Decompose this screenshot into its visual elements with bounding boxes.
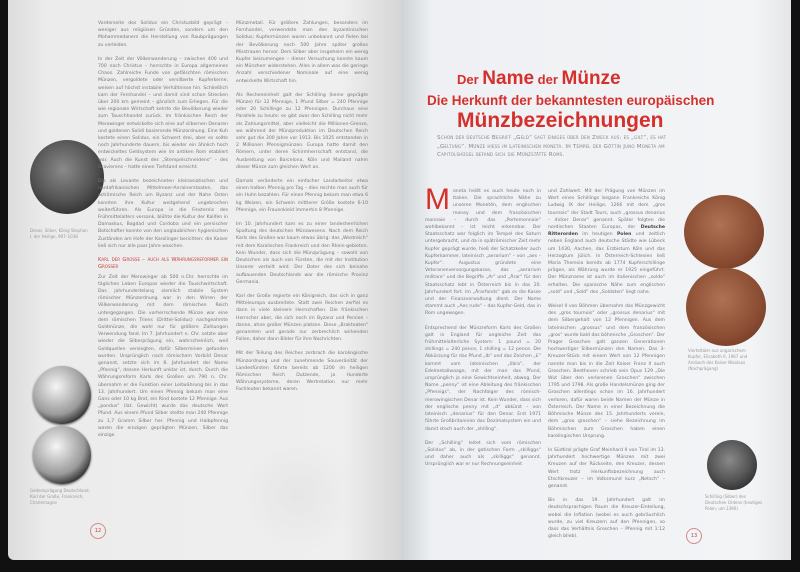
left-column-1 — [98, 20, 228, 540]
title-word: Münze — [561, 68, 621, 89]
intro-text: Schon der deutsche Begriff „Geld“ sagt einiges über den Zweck aus: es „gilt“, es hat „Geltung“. Münze hiess im Lateinischen moneta. Im Tempel der Göttin Juno Moneta am Capitolshügel befand sich die Münzstätte Roms. — [437, 135, 667, 158]
title-line-3: Münzbezeichnungen — [457, 109, 664, 132]
caption-silver-coin: Schilling (Silber) des Deutschen Ordens (heutiges Polen, um 1390) — [705, 494, 763, 511]
paragraph: Münzmetall. Für größere Zahlungen, besonders im Fernhandel, verwendete man den byzantinischen Solidus; Kupfermünzen waren unbekannt und fielen bei der Bevölkerung noch 500 Jahre später großes Misstrauen hervor. Dem Silber aber insgeheim ein wenig Kupfer beizumengen – dieser Versuchung konnte kaum ein Münzherr widerstehen. Alles in allem was die geringe Anzahl verschiedener Nominale auf eine wenig entwickelte Wirtschaft hin. — [236, 21, 368, 84]
paragraph — [425, 183, 541, 318]
paragraph: In der Zeit der Völkerwanderung – zwischen 400 und 700 nach Christus – herrschte in Europa allgemeines Chaos. Zahlreiche Funde von gefälschten römischen Münzen, vergoldete oder versilberte Kupferkerne, weisen auf höchst instabile Verhältnisse hin. Schließlich kam der Fernhandel – und damit sind schon Strecken über 200 km gemeint – gänzlich zum Erliegen. Für die wie regionale Wirtschaft kehrte die Bevölkerung wieder zum Tauschhandel zurück. Im fränkischen Reich der Merowinger entwickelte sich eine auf silbernen Denaren und goldenen Solidi basierende Münzordnung. Eine Kuh kostete einen Solidus, ein Schwert drei, aber es sollte noch Jahrhunderte dauern, bis wieder ein ähnlich hoch entwickeltes Geldsystem wie im antiken Rom etabliert war. Auch die Kunst des „Stempelschneidens“ – des Gravierens – hatte einen Tiefstand erreicht. — [98, 56, 228, 170]
paragraph-text: im heutigen — [577, 232, 617, 238]
paragraph: Entsprechend der Münzreform Karls des Großen galt in England für ungleiche Zeit das frühmittelalterliche System: 1 pound = 20 shillings = 240 pence, 1 shilling = 12 pence. Die Abkürzung für das Pfund „lb“ und das Zeichen „£“ kommt vom lateinischen „libra“, der Edelmetallwaage, mit der man das Pfund, ursprünglich ja eine Gewichtseinheit, abwog. Der Name „penny“ ist eine Ableitung des fränkischen „Pfennigs“, der Nachfolger des römisch-merowingischen Denar ist. Kein Wunder, dass sich der englische penny mit „d“ abkürzt – von lateinisch „denarius“ für den Denar. Erst 1971 führte Großbritannien das Dezimalsystem ein und damit stoch auch der „shilling“. — [425, 325, 541, 432]
denar-coin-image — [30, 140, 104, 214]
paragraph: Die als Levante bezeichneten kleinasiatischen und nordafrikanischen Mittelmeer-Anrainerstaaten, das oströmische Reich um Byzanz und der Nahe Osten konnten ihre Kultur weitgehend ungebrochen weiterführen. Als Europa in die Finsternis des Frühmittelalters versank, blühte die Kultur der Kalifen in Damaskus, Bagdad und Cordoba und ein persischer Botschafter konnte von den unglaublichen hygienischen Zuständen am Hofe der Karolinger berichten: die Kaiser ließ sich nur alle paar Jahre waschen. — [98, 179, 228, 249]
right-column-2 — [548, 188, 665, 548]
paragraph: Bis in das 19. Jahrhundert galt im deutschsprachigen Raum die Kreuzer-Einteilung, wobei die Inflation (wobei es auch gebräuchlich wurde, zu viel Kreuzern auf den Pfennigen, so dass das Verhältnis Groschen – Pfennig mit 1:12 gleich blieb). — [548, 498, 665, 540]
page-number: 13 — [686, 528, 702, 544]
karl-coin-image — [33, 366, 91, 424]
paragraph: Karl der Große regierte ein Königreich, das sich in ganz Mitteleuropa ausbreitete. Statt zwei Reichen zerfiel es dann in viele kleinere Herrschaften. Die fränkischen Herrscher aber, die sich noch im Byzanz und Persien – danne, ahne großer Münzen platzen. Diese „Brakteaten“ genannten und gerade nur zerbrechlich wirkenden Folien, daher dann Bilder für ihre Nachrichten. — [236, 293, 368, 343]
caption-copper-coins: Vierteltaler aus ungarischem Kupfer, Elisabeth II, 1967 und Ansbach des Kaiser Nikolaus (Nachprägung) — [688, 348, 748, 371]
section-heading: Karl der Grosse – auch als Währungsreformer ein Grosser — [98, 257, 228, 271]
left-column-2 — [236, 20, 368, 540]
right-page — [401, 0, 791, 560]
title-word: Der — [457, 72, 483, 87]
paragraph: Der „Schilling“ leitet sich vom römischen „Solidus“ ab, in der gotischen Form „skilliggs“ und daher auch als „skilliggs“ genannt. Ursprünglich war er nur Rechnungseinheit — [425, 440, 541, 468]
charlemagne-coin-image — [33, 426, 91, 484]
caption-bottom-coins: Gedenkprägung Deutschland, Karl der Große, Frankreich, Charlemagne — [30, 488, 90, 505]
paragraph-text: und Zahlwert. Mit der Prägung von Münzen im Wert eines Schillings begann Frankreichs König Ludwig IX der Heilige, 1266 mit dem „gros tournois“ der Stadt Tours, auch „grossus denarius – dicker Denar“ genannt. Später folgten die nordischen Staaten Europas, der — [548, 189, 665, 231]
paragraph: Als Recheneinheit galt der Schilling (keine geprägte Münze) für 12 Pfennige, 1 Pfund Silber = 240 Pfennige oder 20 Schillinge zu 12 Pfennigen. Durchaus eine Parallele zu heute: es gibt zwar den Schilling nicht mehr als Zahlungsmittel, aber vielleicht die Millionen-Grenze, wo während der Münzproduktion im Deutschen Reich sehr gut die 300 Jahre vor 1913. Bis 1025 entstanden in 2 Millionen Pfennigmünzen. Europa hatte damit den Römern, unter deren Schirmherrschaft entstand, die Ausbreitung von Barcelona, Köln und Mailand nahm dieser Münze zum gleichen Wert an. — [236, 92, 368, 170]
title-word: der — [534, 72, 562, 87]
left-page — [8, 0, 401, 560]
schilling-coin-image — [707, 440, 757, 490]
paragraph: Mit der Teilung des Reiches zerbrach die karolingische Münzordnung und der zunehmende Souveränität der Landesfürsten führte bereits ab 1200 im heiligen Römischen Reich Dutzende, ja Hunderte Währungssysteme, deren Wertrelation nur mehr Fachleuten bekannt waren. — [236, 351, 368, 393]
copper-coin-image-2 — [686, 268, 766, 346]
right-column-1 — [425, 183, 541, 548]
paragraph-text: und zeitlich neben England auch deutsche Städte wie Lübeck um 1430, Aachen, das Erzbistum Köln und das Herzogtum Jülich. In Österreich-Schlesien ließ Maria Theresia bereits ab 1774 Kupferschillinge prägen, als Währung wurde er 1925 eingeführt. Der Münzname ist auch im italienischen „soldo“ erhalten. Die spanische Nähe zum englischen „sold“ und „Sold“ des „Soldaten“ liegt nahe. — [548, 232, 666, 295]
paragraph: Damals veränderte ein einfacher Landarbeiter etwa einen halben Pfennig pro Tag – dies reichte man auch für ein Huhn bezahlen. Für einen Pfennig bekam man etwa 6 kg Weizen, ein Schwein mittlerer Größe kostete 6-10 Pfennige, ein Frauenkleid immerhin 8 Pfennige. — [236, 179, 368, 213]
bold-term: Deutsche Ritterorden — [548, 225, 665, 238]
paragraph: Vorderseite des Solidus ein Christusbild geprägt – weniger aus religiösen Gründen, sondern um den Mohammedanern die Herstellung von Raubprägungen zu verleiden. — [98, 21, 228, 48]
title-line-1 — [457, 68, 621, 90]
copper-coin-image-1 — [684, 195, 764, 269]
title-word: Name — [482, 68, 535, 89]
paragraph-text: oneta heißt es auch heute noch in Italien. Die sprachliche Nähe zu unseren Monetën, dem englischen money und dem französischen monnaie – durch das „Portemonnaie“ wohlbekannt – ist leicht erkennbar. Der Staatsschatz war folglich im Tempel des Saturn untergebracht, und da in spätrömischer Zeit mehr Kupfer geprägt wurde, hieß der Schatzkeller auch Kupferkammer, lateinisch „aerarium“ – von „aes – Kupfer“. Augustus gründete eine Veteranenversorgungskasse, das „aerarium militare“ und die Begriffe „Ar“ und „Ärar“ für den Staatsschatz lebt in Österreich bis in das 20. Jahrhundert fort. Im „Ärarfonds“ gab es die Kasse und der Finanzverwaltung dient. Der Name stammt auch „Aes rude“ – das Kupfer-Geld, das in Rom ungewogen. — [425, 189, 541, 317]
paragraph — [548, 188, 665, 296]
bold-term: Polen — [616, 232, 632, 238]
paragraph: Im 10. Jahrhundert kam es zu einer landesherrlichen Spaltung des deutschen Münzwesens. Nach dem Reich Karls des Großen war kaum etwas übrig: das „Westreich“ mit dem Karolischen Frankreich und den Rhein-gebieten. Kein Wunder, dass sich die Münzprägung – sowohl von Deutschen als auch von Fürsten, die mit der Institution Unserer verteilt wird. Der Doter des sich beinahe aufbauenden Deutschlands war die römische Provinz Germania. — [236, 222, 368, 285]
caption-top-coin: Denar, Silber, König Stephan I. der Heilige, 997–1038 — [30, 228, 88, 239]
title-line-2: Die Herkunft der bekanntesten europäischen — [427, 93, 715, 108]
paragraph: Weisel II von Böhmen übernahm das Münzgewicht des „gros tournois“ oder „grossus denarius“ mit dem Silbergehalt von 12 Pfennigen. Aus dem lateinischen „grossus“ und dem französischen „gros“ wurde bald das böhmische „Groschen“. Der Prager Groschen galt ganzen Generationen hochwertiger Silbermünzen den Namen. Das 3-Kreuzer-Stück mit einem Wert von 12 Pfennigen nannte man bis in die Zeit Kaiser Franz II auch Groschen. Beethoven schrieb sein Opus 129 „Die Wut über den verlorenen Groschen“ zwischen 1795 und 1798. Als große Handelsmünze ging der Groschen allerdings schon im 16. Jahrhundert verloren, dafür waren beide Namen der Münze in Österreich. Der Name in einer Bezeichnung die Böhmische Münze des 15. Jahrhunderts verein, dem „groo groschen“ – siehe Bezeichnung im Böhmischen zum Groschen haben einen karolingischen Ursprung. — [548, 304, 665, 439]
paragraph: In Südtirol prägte Graf Meinhard II von Tirol im 13. Jahrhundert hochwertige Münzen mit zwei Kreuzen auf der Rückseite, den Kreuzer, dessen Wert trotz Herkunftsbezeichnung auch Etschkreuzer – im Volksmund kurz „Netsch“ – genannt. — [548, 447, 665, 489]
paragraph: Zur Zeit der Merowinger ab 500 n.Chr. herrschte im täglichen Leben Europas wieder die Tauschwirtschaft. Das jahrhundertelang ziemlich stabile System römischer Münzordnung war in den Wirren der Völkerwanderung mit dem römischen Reich untergegangen. Die vorherrschende Münze war eine dem römischen Triens (Drittel-Solidus) nachgeahmte Goldmünze, die wohl nur für größere Zahlungen Verwendung fand. Im 7. Jahrhundert n. Chr. setzte aber wieder die Silberprägung ein, wahrscheinlich, weil Goldquellen versiegten, dafür Silberminen gefunden wurden. Ursprünglich nach römischem Vorbild Denar genannt, setzte sich im 8. Jahrhundert der Name „Pfennig“, dessen Herkunft unklar ist, durch. Durch die Währungsreform Karls des Großen um 790 n. Chr. übernahm er die Funktion einer Leitwährung bis in das 13. Jahrhundert. Um einen Pfennig bekam man eine Gans oder 10 kg Brot, ein Rind kostete 12 Pfennige. Aus „pondus“ (lat. Gewicht) wurde das deutsche Wort Pfund. Aus einem Pfund Silber stellte man 240 Pfennige zu 1,7 Gramm Silber her. Pfennig und Halbpfennig waren die einzigen geprägten Münzen, Silber das einzige — [98, 274, 228, 438]
drop-cap: M — [425, 183, 450, 216]
page-number: 12 — [90, 523, 106, 539]
